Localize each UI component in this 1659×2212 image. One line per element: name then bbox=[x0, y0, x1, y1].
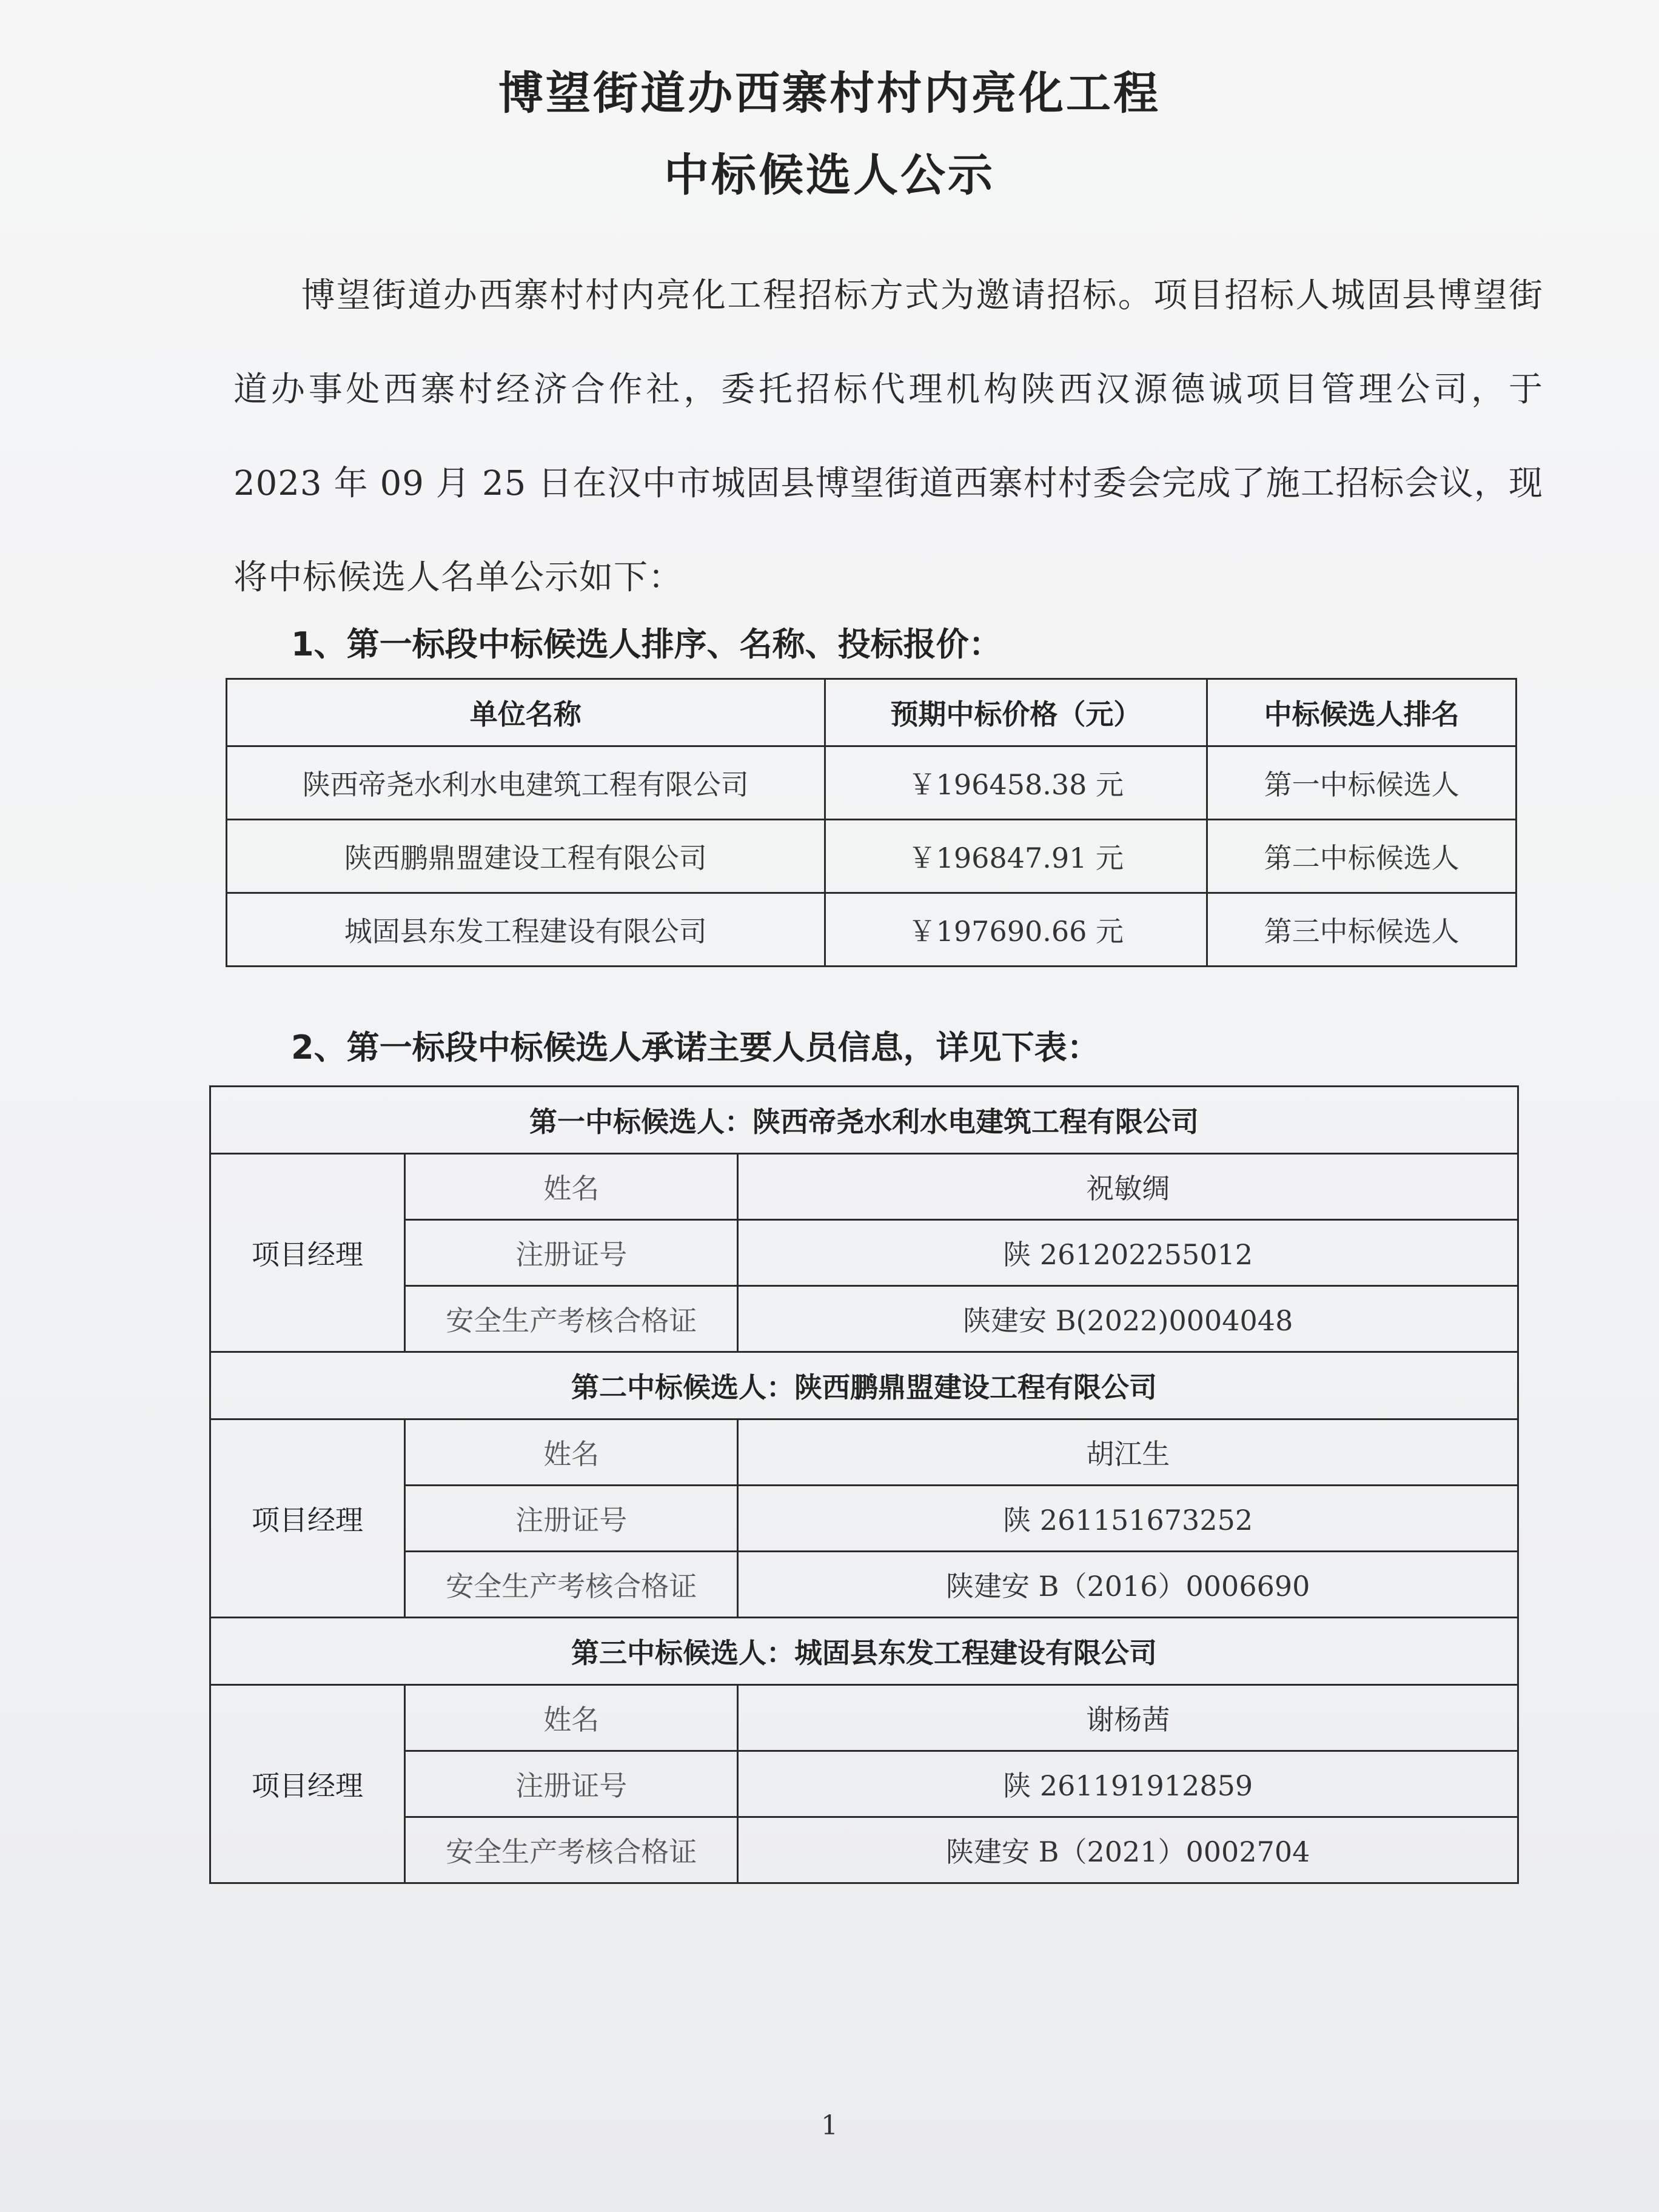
role-cell: 项目经理 bbox=[210, 1419, 405, 1618]
price-cell: ￥196458.38 元 bbox=[825, 746, 1207, 820]
label-cell: 姓名 bbox=[405, 1685, 738, 1751]
rank-cell: 第三中标候选人 bbox=[1207, 893, 1517, 967]
personnel-table bbox=[209, 1085, 1519, 1884]
table-row bbox=[210, 1220, 1518, 1286]
candidate-heading-row bbox=[210, 1087, 1518, 1154]
label-cell: 注册证号 bbox=[405, 1220, 738, 1286]
label-cell: 姓名 bbox=[405, 1154, 738, 1220]
candidate-heading: 第三中标候选人：城固县东发工程建设有限公司 bbox=[210, 1618, 1518, 1685]
label-cell: 姓名 bbox=[405, 1419, 738, 1486]
price-cell: ￥196847.91 元 bbox=[825, 820, 1207, 893]
title-line-1: 博望街道办西寨村村内亮化工程 bbox=[498, 67, 1161, 119]
table-row bbox=[227, 820, 1517, 893]
table-row bbox=[210, 1817, 1518, 1883]
table-header-row bbox=[227, 679, 1517, 746]
candidate-heading-row bbox=[210, 1618, 1518, 1685]
header-rank: 中标候选人排名 bbox=[1207, 679, 1517, 746]
header-price: 预期中标价格（元） bbox=[825, 679, 1207, 746]
title-line-2: 中标候选人公示 bbox=[664, 149, 995, 201]
table-row bbox=[210, 1154, 1518, 1220]
table-row bbox=[210, 1419, 1518, 1486]
label-cell: 注册证号 bbox=[405, 1751, 738, 1817]
role-cell: 项目经理 bbox=[210, 1154, 405, 1352]
table-row bbox=[210, 1286, 1518, 1352]
rank-cell: 第二中标候选人 bbox=[1207, 820, 1517, 893]
role-cell: 项目经理 bbox=[210, 1685, 405, 1883]
intro-text: 博望街道办西寨村村内亮化工程招标方式为邀请招标。项目招标人城固县博望街道办事处西寨村经济合作社，委托招标代理机构陕西汉源德诚项目管理公司，于 2023 年 09 月 25 日在汉中市城固县博望街道西寨村村委会完成了施工招标会议，现将中标候选人名单公示如下： bbox=[233, 276, 1543, 597]
table-row bbox=[227, 893, 1517, 967]
candidate-heading-row bbox=[210, 1352, 1518, 1419]
value-cell: 陕 261151673252 bbox=[738, 1486, 1518, 1552]
candidate-heading: 第二中标候选人：陕西鹏鼎盟建设工程有限公司 bbox=[210, 1352, 1518, 1419]
value-cell: 陕建安 B(2022)0004048 bbox=[738, 1286, 1518, 1352]
table-row bbox=[227, 746, 1517, 820]
label-cell: 注册证号 bbox=[405, 1486, 738, 1552]
candidate-ranking-table bbox=[226, 678, 1517, 967]
candidate-heading: 第一中标候选人：陕西帝尧水利水电建筑工程有限公司 bbox=[210, 1087, 1518, 1154]
value-cell: 胡江生 bbox=[738, 1419, 1518, 1486]
value-cell: 谢杨茜 bbox=[738, 1685, 1518, 1751]
header-company: 单位名称 bbox=[227, 679, 825, 746]
value-cell: 陕 261191912859 bbox=[738, 1751, 1518, 1817]
table-row bbox=[210, 1685, 1518, 1751]
label-cell: 安全生产考核合格证 bbox=[405, 1817, 738, 1883]
value-cell: 祝敏绸 bbox=[738, 1154, 1518, 1220]
price-cell: ￥197690.66 元 bbox=[825, 893, 1207, 967]
value-cell: 陕 261202255012 bbox=[738, 1220, 1518, 1286]
label-cell: 安全生产考核合格证 bbox=[405, 1286, 738, 1352]
table-row bbox=[210, 1751, 1518, 1817]
table-row bbox=[210, 1552, 1518, 1618]
intro-paragraph bbox=[233, 249, 1543, 625]
section-2-heading: 2、第一标段中标候选人承诺主要人员信息，详见下表： bbox=[291, 1028, 1100, 1067]
value-cell: 陕建安 B（2016）0006690 bbox=[738, 1552, 1518, 1618]
page-number: 1 bbox=[821, 2110, 838, 2141]
rank-cell: 第一中标候选人 bbox=[1207, 746, 1517, 820]
table-row bbox=[210, 1486, 1518, 1552]
company-cell: 陕西帝尧水利水电建筑工程有限公司 bbox=[227, 746, 825, 820]
company-cell: 城固县东发工程建设有限公司 bbox=[227, 893, 825, 967]
value-cell: 陕建安 B（2021）0002704 bbox=[738, 1817, 1518, 1883]
label-cell: 安全生产考核合格证 bbox=[405, 1552, 738, 1618]
section-1-heading: 1、第一标段中标候选人排序、名称、投标报价： bbox=[291, 625, 1002, 663]
company-cell: 陕西鹏鼎盟建设工程有限公司 bbox=[227, 820, 825, 893]
